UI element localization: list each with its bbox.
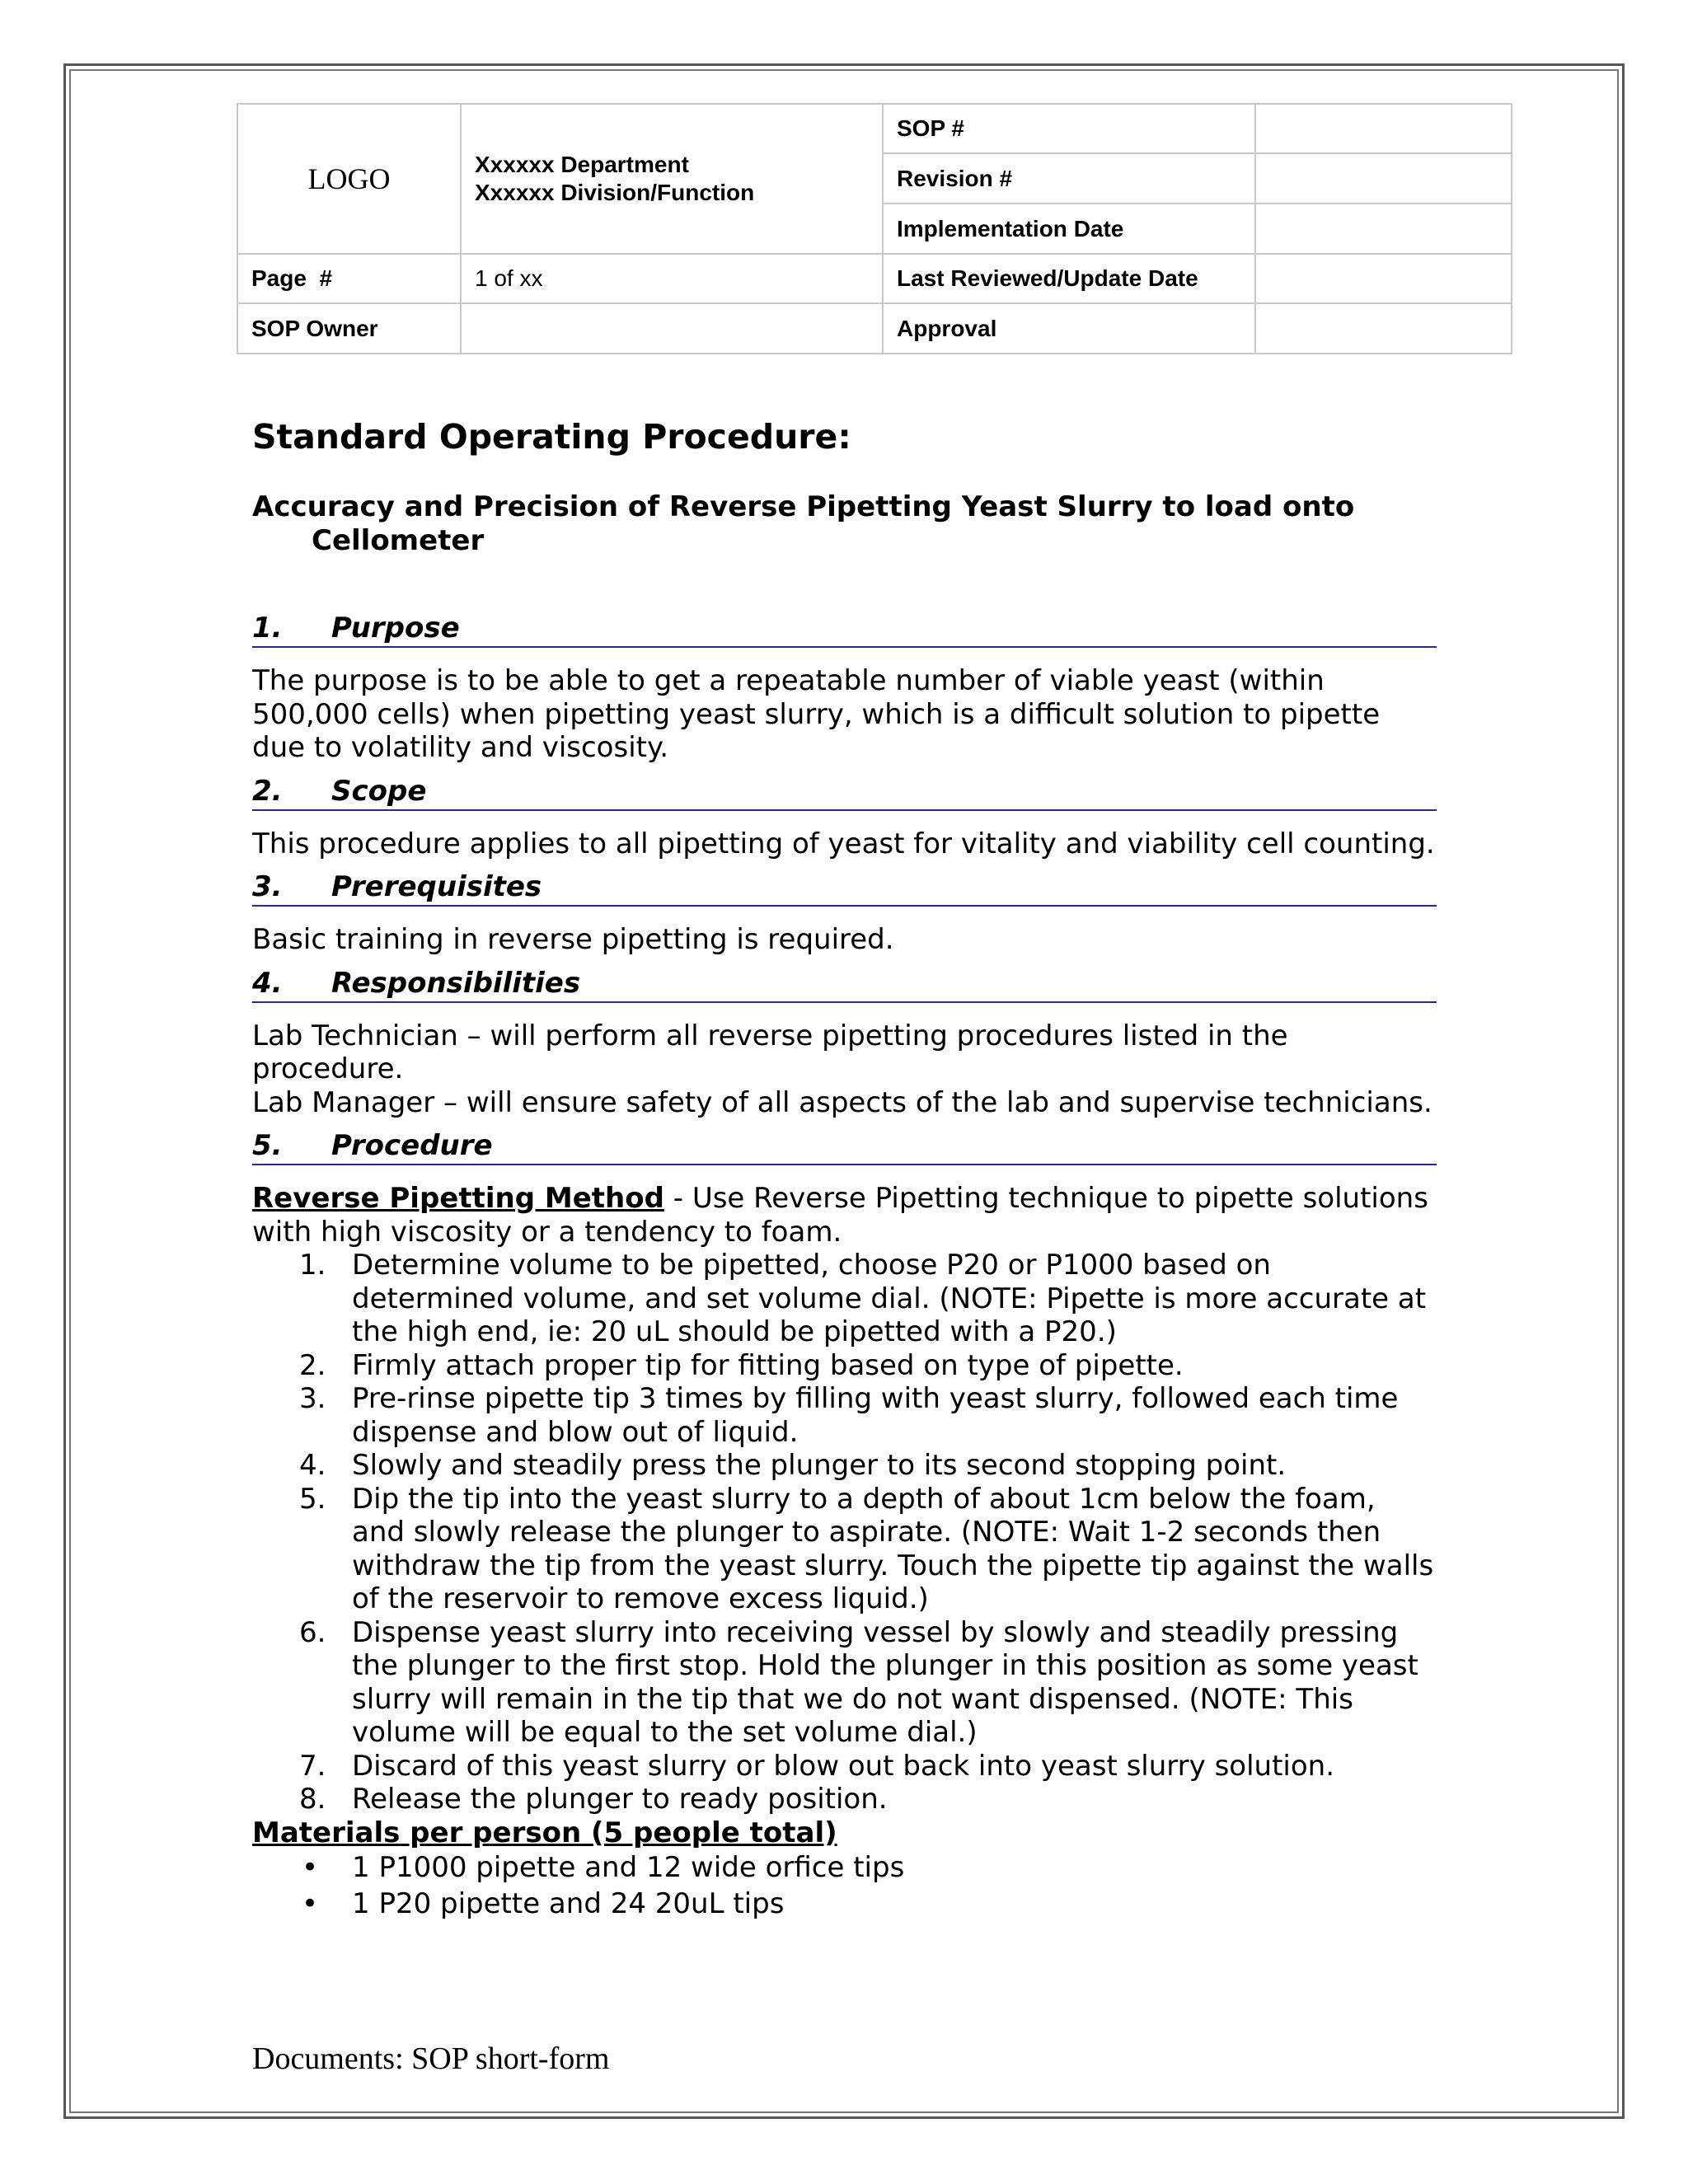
page-footer: Documents: SOP short-form <box>252 2041 610 2076</box>
step-number: 6. <box>299 1615 326 1649</box>
list-item <box>252 1249 1437 1349</box>
responsibility-lab-technician: Lab Technician – will perform all reverse pipetting procedures listed in the procedure. <box>252 1019 1288 1085</box>
revision-value <box>1255 153 1512 204</box>
section-heading-responsibilities <box>252 967 1437 1003</box>
section-heading-procedure <box>252 1129 1437 1165</box>
section-title: Procedure <box>331 1129 493 1162</box>
list-item <box>252 1750 1437 1783</box>
list-item <box>252 1449 1437 1483</box>
step-number: 7. <box>299 1749 326 1783</box>
step-text: Discard of this yeast slurry or blow out back into yeast slurry solution. <box>352 1749 1335 1783</box>
step-text: Slowly and steadily press the plunger to its second stopping point. <box>352 1449 1287 1482</box>
document-subtitle: Accuracy and Precision of Reverse Pipetting Yeast Slurry to load onto Cellometer <box>252 490 1355 557</box>
section-number: 3. <box>252 870 283 903</box>
implementation-date-label: Implementation Date <box>883 204 1255 254</box>
step-text: Dispense yeast slurry into receiving vessel by slowly and steadily pressing the plunger to the first stop. Hold the plunger in this position as some yeast slurry will remain in the tip that we do not want dispensed. (NOTE: This volume will be equal to the set volume dial.) <box>352 1615 1418 1749</box>
procedure-intro <box>252 1182 1437 1249</box>
step-number: 1. <box>299 1249 326 1282</box>
procedure-steps <box>252 1249 1437 1816</box>
division-name: Xxxxxx Division/Function <box>475 180 755 205</box>
section-title: Prerequisites <box>331 870 542 903</box>
purpose-text: The purpose is to be able to get a repeatable number of viable yeast (within 500,000 cells) when pipetting yeast slurry, which is a difficult solution to pipette due to volatility and viscosity. <box>252 664 1381 764</box>
sop-header-table <box>237 103 1512 354</box>
section-number: 2. <box>252 774 283 808</box>
step-text: Determine volume to be pipetted, choose P20 or P1000 based on determined volume, and set volume dial. (NOTE: Pipette is more accurate at the high end, ie: 20 uL should be pipetted with a P20.) <box>352 1249 1427 1348</box>
reverse-pipetting-method-label: Reverse Pipetting Method <box>252 1182 664 1215</box>
materials-list <box>252 1849 1437 1922</box>
step-number: 4. <box>299 1449 326 1482</box>
list-item <box>252 1616 1437 1750</box>
step-text: Release the plunger to ready position. <box>352 1783 888 1816</box>
last-reviewed-value <box>1255 254 1512 303</box>
sop-owner-value <box>461 303 883 354</box>
reverse-pipetting-method-text: - Use Reverse Pipetting technique to pipette solutions with high viscosity or a tendency to foam. <box>252 1182 1428 1249</box>
page-number-value: 1 of xx <box>461 254 883 303</box>
list-item <box>252 1349 1437 1383</box>
scope-text: This procedure applies to all pipetting of yeast for vitality and viability cell counting. <box>252 827 1435 860</box>
section-title: Purpose <box>331 612 460 644</box>
step-number: 2. <box>299 1348 326 1382</box>
list-item <box>252 1783 1437 1816</box>
implementation-date-value <box>1255 204 1512 254</box>
page-number-label: Page # <box>237 254 461 303</box>
sop-number-label: SOP # <box>883 104 1255 153</box>
prerequisites-text: Basic training in reverse pipetting is required. <box>252 923 894 956</box>
logo-cell: LOGO <box>237 104 461 254</box>
section-heading-prerequisites <box>252 870 1437 907</box>
approval-value <box>1255 303 1512 354</box>
document-body <box>252 416 1437 1922</box>
step-number: 8. <box>299 1783 326 1816</box>
list-item <box>252 1483 1437 1616</box>
step-text: Firmly attach proper tip for fitting based on type of pipette. <box>352 1348 1184 1382</box>
section-heading-scope <box>252 775 1437 811</box>
section-number: 4. <box>252 966 283 1000</box>
responsibility-lab-manager: Lab Manager – will ensure safety of all aspects of the lab and supervise technicians. <box>252 1085 1432 1119</box>
section-number: 1. <box>252 612 283 644</box>
list-item <box>252 1886 1437 1922</box>
page-title: Standard Operating Procedure: <box>252 417 851 457</box>
material-text: 1 P1000 pipette and 12 wide orfice tips <box>352 1851 905 1884</box>
materials-heading: Materials per person (5 people total) <box>252 1816 837 1849</box>
step-number: 3. <box>299 1382 326 1415</box>
department-cell <box>461 104 883 254</box>
section-heading-purpose <box>252 612 1437 648</box>
step-number: 5. <box>299 1482 326 1516</box>
revision-label: Revision # <box>883 153 1255 204</box>
approval-label: Approval <box>883 303 1255 354</box>
sop-number-value <box>1255 104 1512 153</box>
bullet-icon: • <box>302 1887 319 1920</box>
bullet-icon: • <box>302 1851 319 1884</box>
material-text: 1 P20 pipette and 24 20uL tips <box>352 1887 785 1920</box>
section-number: 5. <box>252 1129 283 1162</box>
sop-owner-label: SOP Owner <box>237 303 461 354</box>
step-text: Pre-rinse pipette tip 3 times by filling with yeast slurry, followed each time dispense and blow out of liquid. <box>352 1382 1399 1449</box>
list-item <box>252 1382 1437 1449</box>
list-item <box>252 1849 1437 1886</box>
section-title: Responsibilities <box>331 966 581 1000</box>
department-name: Xxxxxx Department <box>475 152 689 177</box>
step-text: Dip the tip into the yeast slurry to a depth of about 1cm below the foam, and slowly release the plunger to aspirate. (NOTE: Wait 1-2 seconds then withdraw the tip from the yeast slurry. Touch the pipette tip against the walls of the reservoir to remove excess liquid.) <box>352 1482 1434 1615</box>
section-title: Scope <box>331 774 427 808</box>
last-reviewed-label: Last Reviewed/Update Date <box>883 254 1255 303</box>
